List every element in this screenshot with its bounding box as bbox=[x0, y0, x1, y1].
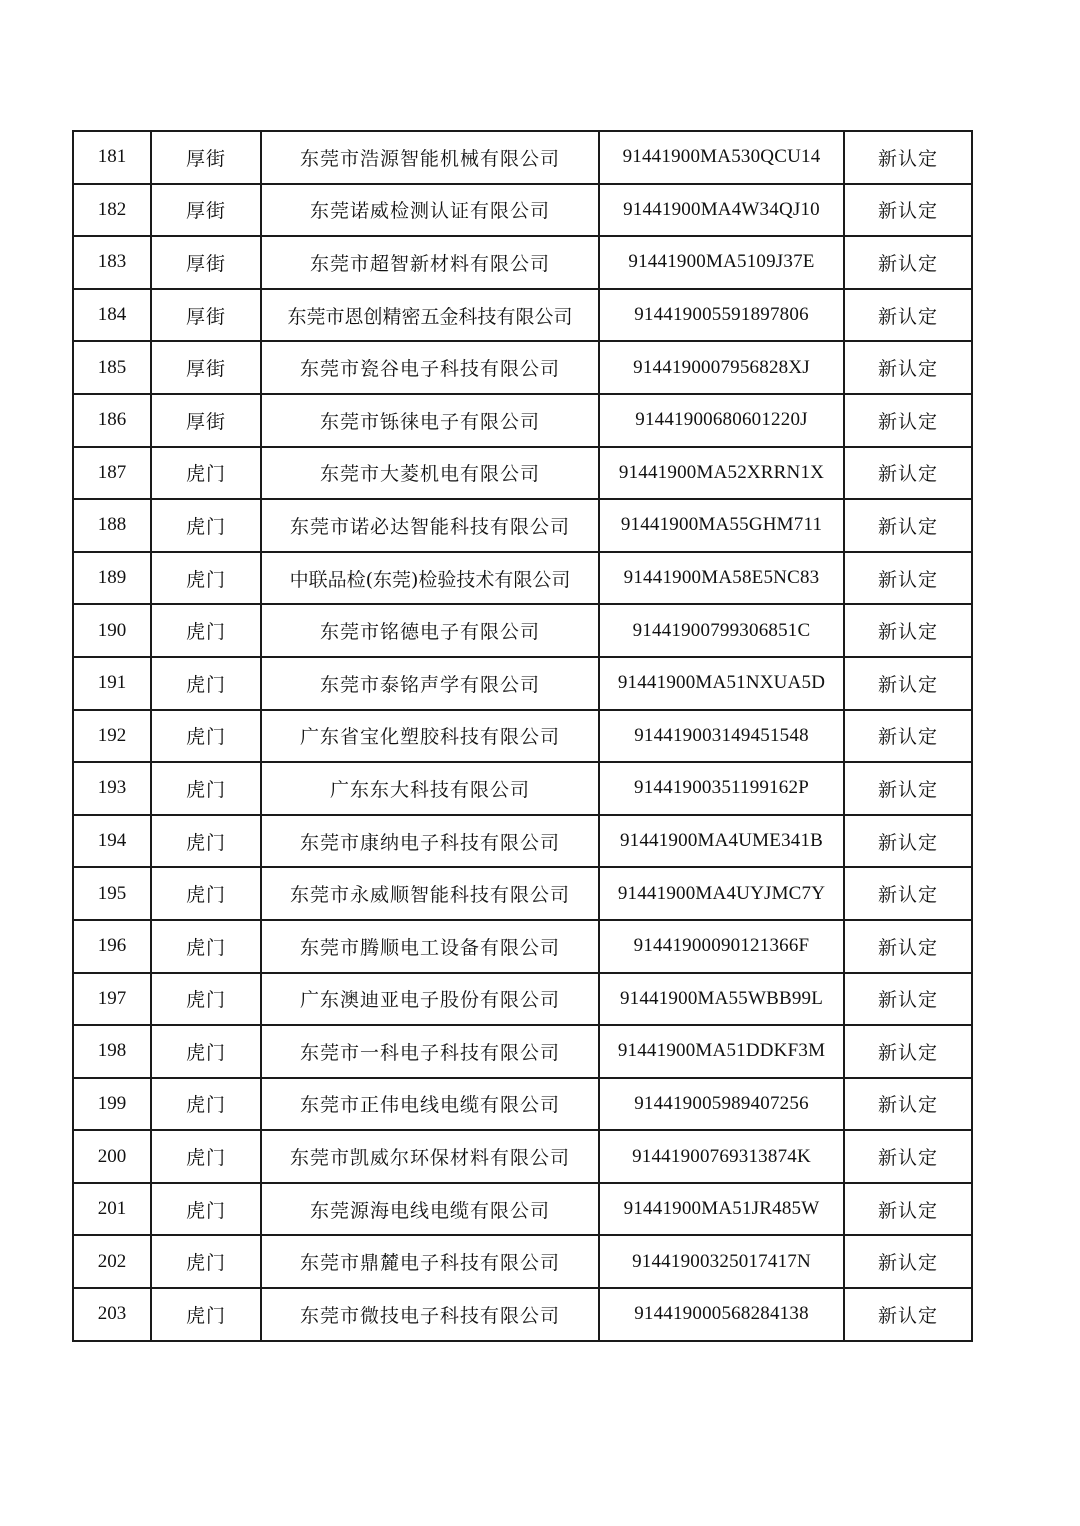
company-name-cell: 东莞市铭德电子有限公司 bbox=[261, 604, 599, 657]
company-name-cell: 东莞市腾顺电工设备有限公司 bbox=[261, 920, 599, 973]
status-cell: 新认定 bbox=[844, 499, 972, 552]
town-cell: 虎门 bbox=[151, 815, 261, 868]
company-name-cell: 东莞市铄徕电子有限公司 bbox=[261, 394, 599, 447]
table-row bbox=[73, 1025, 972, 1078]
row-number-cell: 188 bbox=[73, 499, 151, 552]
row-number-cell: 192 bbox=[73, 710, 151, 763]
status-cell: 新认定 bbox=[844, 394, 972, 447]
status-cell: 新认定 bbox=[844, 1078, 972, 1131]
table-row bbox=[73, 973, 972, 1026]
town-cell: 厚街 bbox=[151, 289, 261, 342]
status-cell: 新认定 bbox=[844, 973, 972, 1026]
row-number-cell: 185 bbox=[73, 341, 151, 394]
credit-code-cell: 91441900090121366F bbox=[599, 920, 844, 973]
status-cell: 新认定 bbox=[844, 447, 972, 500]
row-number-cell: 184 bbox=[73, 289, 151, 342]
status-cell: 新认定 bbox=[844, 815, 972, 868]
status-cell: 新认定 bbox=[844, 1130, 972, 1183]
status-cell: 新认定 bbox=[844, 1288, 972, 1341]
company-name-cell: 广东东大科技有限公司 bbox=[261, 762, 599, 815]
table-row bbox=[73, 341, 972, 394]
credit-code-cell: 91441900MA530QCU14 bbox=[599, 131, 844, 184]
table-row bbox=[73, 762, 972, 815]
credit-code-cell: 91441900MA51JR485W bbox=[599, 1183, 844, 1236]
row-number-cell: 201 bbox=[73, 1183, 151, 1236]
table-row bbox=[73, 657, 972, 710]
status-cell: 新认定 bbox=[844, 1025, 972, 1078]
credit-code-cell: 914419003149451548 bbox=[599, 710, 844, 763]
town-cell: 虎门 bbox=[151, 604, 261, 657]
table-row bbox=[73, 236, 972, 289]
town-cell: 虎门 bbox=[151, 1130, 261, 1183]
row-number-cell: 202 bbox=[73, 1235, 151, 1288]
credit-code-cell: 914419005989407256 bbox=[599, 1078, 844, 1131]
status-cell: 新认定 bbox=[844, 1235, 972, 1288]
enterprise-list-table bbox=[72, 130, 973, 1342]
town-cell: 虎门 bbox=[151, 920, 261, 973]
credit-code-cell: 91441900680601220J bbox=[599, 394, 844, 447]
table-row bbox=[73, 1288, 972, 1341]
row-number-cell: 197 bbox=[73, 973, 151, 1026]
table-row bbox=[73, 1183, 972, 1236]
row-number-cell: 193 bbox=[73, 762, 151, 815]
table-row bbox=[73, 447, 972, 500]
town-cell: 厚街 bbox=[151, 131, 261, 184]
town-cell: 虎门 bbox=[151, 552, 261, 605]
row-number-cell: 200 bbox=[73, 1130, 151, 1183]
town-cell: 厚街 bbox=[151, 341, 261, 394]
company-name-cell: 东莞诺威检测认证有限公司 bbox=[261, 184, 599, 237]
town-cell: 虎门 bbox=[151, 762, 261, 815]
town-cell: 虎门 bbox=[151, 710, 261, 763]
table-body bbox=[73, 131, 972, 1341]
status-cell: 新认定 bbox=[844, 236, 972, 289]
credit-code-cell: 91441900769313874K bbox=[599, 1130, 844, 1183]
credit-code-cell: 9144190007956828XJ bbox=[599, 341, 844, 394]
row-number-cell: 191 bbox=[73, 657, 151, 710]
town-cell: 虎门 bbox=[151, 867, 261, 920]
company-name-cell: 广东省宝化塑胶科技有限公司 bbox=[261, 710, 599, 763]
status-cell: 新认定 bbox=[844, 1183, 972, 1236]
table-row bbox=[73, 499, 972, 552]
status-cell: 新认定 bbox=[844, 710, 972, 763]
row-number-cell: 190 bbox=[73, 604, 151, 657]
status-cell: 新认定 bbox=[844, 289, 972, 342]
credit-code-cell: 914419005591897806 bbox=[599, 289, 844, 342]
town-cell: 虎门 bbox=[151, 1288, 261, 1341]
status-cell: 新认定 bbox=[844, 131, 972, 184]
row-number-cell: 182 bbox=[73, 184, 151, 237]
company-name-cell: 东莞市凯威尔环保材料有限公司 bbox=[261, 1130, 599, 1183]
credit-code-cell: 91441900MA55GHM711 bbox=[599, 499, 844, 552]
table-row bbox=[73, 604, 972, 657]
table-row bbox=[73, 1078, 972, 1131]
row-number-cell: 189 bbox=[73, 552, 151, 605]
town-cell: 虎门 bbox=[151, 1183, 261, 1236]
credit-code-cell: 91441900MA55WBB99L bbox=[599, 973, 844, 1026]
credit-code-cell: 91441900351199162P bbox=[599, 762, 844, 815]
company-name-cell: 广东澳迪亚电子股份有限公司 bbox=[261, 973, 599, 1026]
company-name-cell: 东莞市超智新材料有限公司 bbox=[261, 236, 599, 289]
table-row bbox=[73, 131, 972, 184]
table-row bbox=[73, 815, 972, 868]
town-cell: 厚街 bbox=[151, 236, 261, 289]
status-cell: 新认定 bbox=[844, 604, 972, 657]
credit-code-cell: 91441900MA51DDKF3M bbox=[599, 1025, 844, 1078]
company-name-cell: 东莞市大菱机电有限公司 bbox=[261, 447, 599, 500]
company-name-cell: 东莞市一科电子科技有限公司 bbox=[261, 1025, 599, 1078]
credit-code-cell: 91441900MA4UYJMC7Y bbox=[599, 867, 844, 920]
row-number-cell: 187 bbox=[73, 447, 151, 500]
credit-code-cell: 91441900MA58E5NC83 bbox=[599, 552, 844, 605]
town-cell: 虎门 bbox=[151, 447, 261, 500]
credit-code-cell: 914419000568284138 bbox=[599, 1288, 844, 1341]
town-cell: 虎门 bbox=[151, 1235, 261, 1288]
town-cell: 虎门 bbox=[151, 1078, 261, 1131]
company-name-cell: 东莞源海电线电缆有限公司 bbox=[261, 1183, 599, 1236]
credit-code-cell: 91441900MA52XRRN1X bbox=[599, 447, 844, 500]
status-cell: 新认定 bbox=[844, 184, 972, 237]
company-name-cell: 东莞市恩创精密五金科技有限公司 bbox=[261, 289, 599, 342]
status-cell: 新认定 bbox=[844, 657, 972, 710]
credit-code-cell: 91441900MA51NXUA5D bbox=[599, 657, 844, 710]
status-cell: 新认定 bbox=[844, 341, 972, 394]
credit-code-cell: 91441900MA4W34QJ10 bbox=[599, 184, 844, 237]
table-row bbox=[73, 1235, 972, 1288]
company-name-cell: 东莞市瓷谷电子科技有限公司 bbox=[261, 341, 599, 394]
company-name-cell: 东莞市微技电子科技有限公司 bbox=[261, 1288, 599, 1341]
table-row bbox=[73, 920, 972, 973]
row-number-cell: 196 bbox=[73, 920, 151, 973]
town-cell: 厚街 bbox=[151, 394, 261, 447]
company-name-cell: 东莞市康纳电子科技有限公司 bbox=[261, 815, 599, 868]
company-name-cell: 东莞市正伟电线电缆有限公司 bbox=[261, 1078, 599, 1131]
credit-code-cell: 91441900799306851C bbox=[599, 604, 844, 657]
town-cell: 虎门 bbox=[151, 973, 261, 1026]
row-number-cell: 181 bbox=[73, 131, 151, 184]
town-cell: 虎门 bbox=[151, 499, 261, 552]
table-row bbox=[73, 710, 972, 763]
row-number-cell: 195 bbox=[73, 867, 151, 920]
row-number-cell: 194 bbox=[73, 815, 151, 868]
status-cell: 新认定 bbox=[844, 867, 972, 920]
table-row bbox=[73, 552, 972, 605]
table-row bbox=[73, 184, 972, 237]
table-row bbox=[73, 867, 972, 920]
credit-code-cell: 91441900MA5109J37E bbox=[599, 236, 844, 289]
table-row bbox=[73, 394, 972, 447]
row-number-cell: 186 bbox=[73, 394, 151, 447]
company-name-cell: 东莞市浩源智能机械有限公司 bbox=[261, 131, 599, 184]
town-cell: 厚街 bbox=[151, 184, 261, 237]
credit-code-cell: 91441900MA4UME341B bbox=[599, 815, 844, 868]
company-name-cell: 东莞市永威顺智能科技有限公司 bbox=[261, 867, 599, 920]
town-cell: 虎门 bbox=[151, 657, 261, 710]
company-name-cell: 东莞市泰铭声学有限公司 bbox=[261, 657, 599, 710]
table-row bbox=[73, 1130, 972, 1183]
company-name-cell: 东莞市鼎麓电子科技有限公司 bbox=[261, 1235, 599, 1288]
company-name-cell: 东莞市诺必达智能科技有限公司 bbox=[261, 499, 599, 552]
status-cell: 新认定 bbox=[844, 920, 972, 973]
town-cell: 虎门 bbox=[151, 1025, 261, 1078]
company-name-cell: 中联品检(东莞)检验技术有限公司 bbox=[261, 552, 599, 605]
row-number-cell: 199 bbox=[73, 1078, 151, 1131]
row-number-cell: 198 bbox=[73, 1025, 151, 1078]
credit-code-cell: 91441900325017417N bbox=[599, 1235, 844, 1288]
table-row bbox=[73, 289, 972, 342]
status-cell: 新认定 bbox=[844, 762, 972, 815]
row-number-cell: 183 bbox=[73, 236, 151, 289]
status-cell: 新认定 bbox=[844, 552, 972, 605]
row-number-cell: 203 bbox=[73, 1288, 151, 1341]
